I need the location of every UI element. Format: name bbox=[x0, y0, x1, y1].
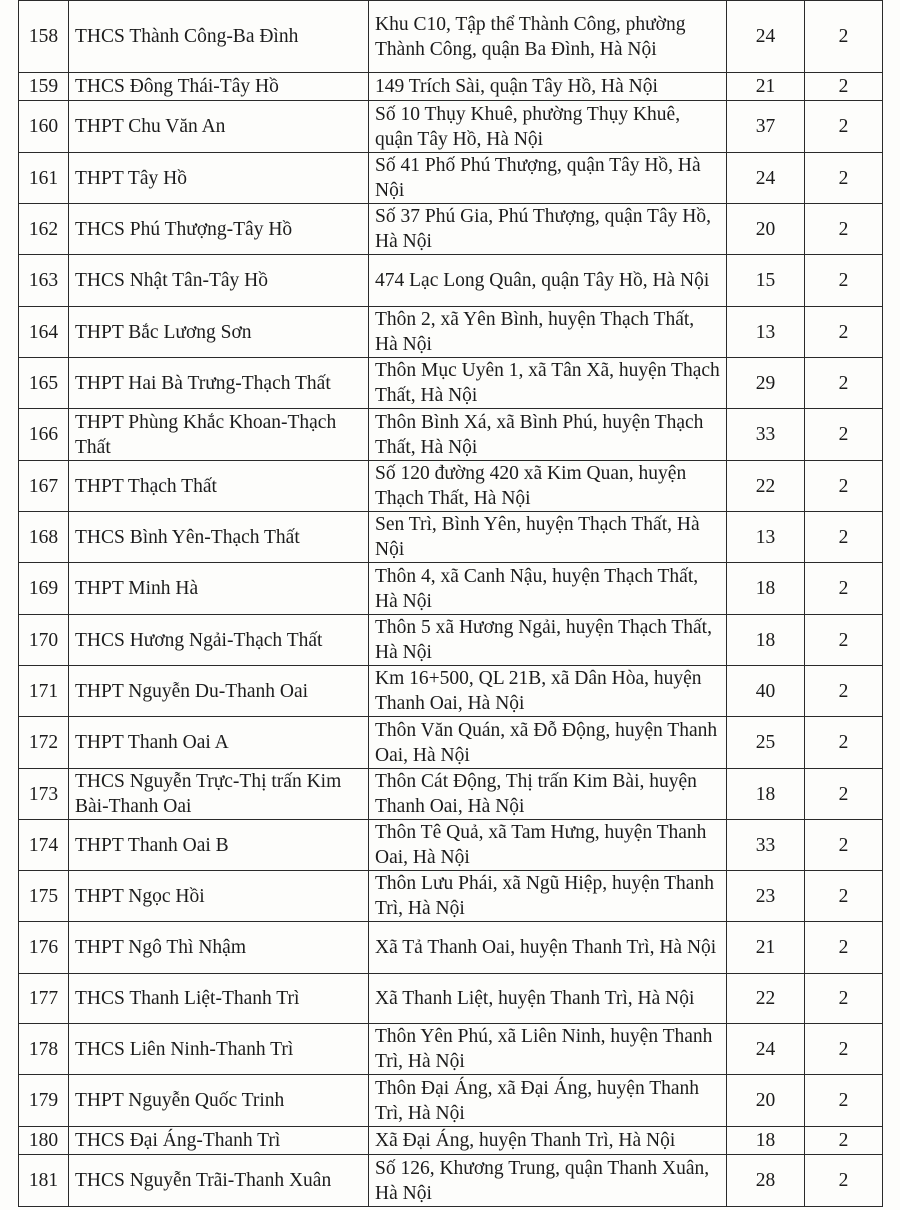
school-address: Số 126, Khương Trung, quận Thanh Xuân, Hà Nội bbox=[369, 1155, 727, 1207]
school-name: THPT Hai Bà Trưng-Thạch Thất bbox=[69, 358, 369, 409]
row-number: 177 bbox=[19, 974, 69, 1024]
row-number: 176 bbox=[19, 922, 69, 974]
row-number: 161 bbox=[19, 153, 69, 204]
school-name: THCS Nguyễn Trực-Thị trấn Kim Bài-Thanh Oai bbox=[69, 769, 369, 820]
table-row bbox=[19, 101, 883, 153]
row-number: 175 bbox=[19, 871, 69, 922]
row-number: 180 bbox=[19, 1127, 69, 1155]
table-row bbox=[19, 1155, 883, 1207]
count-a: 29 bbox=[727, 358, 805, 409]
row-number: 181 bbox=[19, 1155, 69, 1207]
table-row bbox=[19, 1, 883, 73]
school-address: Khu C10, Tập thể Thành Công, phường Thành Công, quận Ba Đình, Hà Nội bbox=[369, 1, 727, 73]
school-name: THCS Nguyễn Trãi-Thanh Xuân bbox=[69, 1155, 369, 1207]
table-row bbox=[19, 1075, 883, 1127]
school-address: Thôn Lưu Phái, xã Ngũ Hiệp, huyện Thanh Trì, Hà Nội bbox=[369, 871, 727, 922]
count-a: 18 bbox=[727, 769, 805, 820]
school-name: THPT Phùng Khắc Khoan-Thạch Thất bbox=[69, 409, 369, 461]
school-address: Xã Đại Áng, huyện Thanh Trì, Hà Nội bbox=[369, 1127, 727, 1155]
school-address: Thôn Đại Áng, xã Đại Áng, huyện Thanh Trì, Hà Nội bbox=[369, 1075, 727, 1127]
row-number: 169 bbox=[19, 563, 69, 615]
table-row bbox=[19, 871, 883, 922]
count-b: 2 bbox=[805, 204, 883, 255]
count-a: 15 bbox=[727, 255, 805, 307]
count-a: 40 bbox=[727, 666, 805, 717]
school-address: Thôn Cát Động, Thị trấn Kim Bài, huyện Thanh Oai, Hà Nội bbox=[369, 769, 727, 820]
table-row bbox=[19, 717, 883, 769]
school-address: Thôn 2, xã Yên Bình, huyện Thạch Thất, Hà Nội bbox=[369, 307, 727, 358]
row-number: 170 bbox=[19, 615, 69, 666]
school-address: 474 Lạc Long Quân, quận Tây Hồ, Hà Nội bbox=[369, 255, 727, 307]
count-b: 2 bbox=[805, 563, 883, 615]
count-a: 24 bbox=[727, 153, 805, 204]
count-b: 2 bbox=[805, 974, 883, 1024]
school-name: THPT Ngọc Hồi bbox=[69, 871, 369, 922]
count-b: 2 bbox=[805, 820, 883, 871]
school-address: Xã Thanh Liệt, huyện Thanh Trì, Hà Nội bbox=[369, 974, 727, 1024]
count-a: 33 bbox=[727, 409, 805, 461]
school-address: Số 37 Phú Gia, Phú Thượng, quận Tây Hồ, Hà Nội bbox=[369, 204, 727, 255]
count-a: 28 bbox=[727, 1155, 805, 1207]
school-name: THPT Thanh Oai B bbox=[69, 820, 369, 871]
count-a: 24 bbox=[727, 1024, 805, 1075]
school-name: THCS Liên Ninh-Thanh Trì bbox=[69, 1024, 369, 1075]
count-a: 22 bbox=[727, 461, 805, 512]
school-name: THPT Nguyễn Quốc Trinh bbox=[69, 1075, 369, 1127]
school-name: THCS Nhật Tân-Tây Hồ bbox=[69, 255, 369, 307]
row-number: 178 bbox=[19, 1024, 69, 1075]
row-number: 173 bbox=[19, 769, 69, 820]
table-row bbox=[19, 153, 883, 204]
school-table bbox=[18, 0, 883, 1207]
count-b: 2 bbox=[805, 255, 883, 307]
table-row bbox=[19, 974, 883, 1024]
school-name: THPT Thanh Oai A bbox=[69, 717, 369, 769]
school-name: THCS Thành Công-Ba Đình bbox=[69, 1, 369, 73]
count-a: 18 bbox=[727, 615, 805, 666]
school-address: Xã Tả Thanh Oai, huyện Thanh Trì, Hà Nội bbox=[369, 922, 727, 974]
school-name: THCS Đông Thái-Tây Hồ bbox=[69, 73, 369, 101]
count-b: 2 bbox=[805, 1075, 883, 1127]
count-b: 2 bbox=[805, 922, 883, 974]
school-address: 149 Trích Sài, quận Tây Hồ, Hà Nội bbox=[369, 73, 727, 101]
row-number: 166 bbox=[19, 409, 69, 461]
row-number: 171 bbox=[19, 666, 69, 717]
table-row bbox=[19, 820, 883, 871]
school-address: Thôn 4, xã Canh Nậu, huyện Thạch Thất, Hà Nội bbox=[369, 563, 727, 615]
row-number: 179 bbox=[19, 1075, 69, 1127]
row-number: 164 bbox=[19, 307, 69, 358]
table-row bbox=[19, 666, 883, 717]
count-a: 13 bbox=[727, 307, 805, 358]
count-b: 2 bbox=[805, 461, 883, 512]
count-b: 2 bbox=[805, 409, 883, 461]
count-b: 2 bbox=[805, 153, 883, 204]
count-b: 2 bbox=[805, 666, 883, 717]
count-a: 13 bbox=[727, 512, 805, 563]
count-b: 2 bbox=[805, 1127, 883, 1155]
school-name: THPT Chu Văn An bbox=[69, 101, 369, 153]
table-row bbox=[19, 512, 883, 563]
school-address: Thôn Mục Uyên 1, xã Tân Xã, huyện Thạch Thất, Hà Nội bbox=[369, 358, 727, 409]
school-name: THCS Đại Áng-Thanh Trì bbox=[69, 1127, 369, 1155]
count-b: 2 bbox=[805, 1155, 883, 1207]
count-b: 2 bbox=[805, 73, 883, 101]
table-row bbox=[19, 307, 883, 358]
count-a: 18 bbox=[727, 563, 805, 615]
row-number: 159 bbox=[19, 73, 69, 101]
table-row bbox=[19, 1127, 883, 1155]
table-row bbox=[19, 461, 883, 512]
count-b: 2 bbox=[805, 769, 883, 820]
school-name: THPT Ngô Thì Nhậm bbox=[69, 922, 369, 974]
count-a: 20 bbox=[727, 1075, 805, 1127]
count-b: 2 bbox=[805, 871, 883, 922]
row-number: 172 bbox=[19, 717, 69, 769]
count-b: 2 bbox=[805, 101, 883, 153]
school-address: Thôn Tê Quả, xã Tam Hưng, huyện Thanh Oai, Hà Nội bbox=[369, 820, 727, 871]
school-name: THCS Hương Ngải-Thạch Thất bbox=[69, 615, 369, 666]
table-row bbox=[19, 769, 883, 820]
count-a: 25 bbox=[727, 717, 805, 769]
count-a: 18 bbox=[727, 1127, 805, 1155]
school-address: Thôn Bình Xá, xã Bình Phú, huyện Thạch Thất, Hà Nội bbox=[369, 409, 727, 461]
table-row bbox=[19, 358, 883, 409]
school-name: THCS Bình Yên-Thạch Thất bbox=[69, 512, 369, 563]
count-a: 33 bbox=[727, 820, 805, 871]
count-b: 2 bbox=[805, 307, 883, 358]
school-address: Thôn Yên Phú, xã Liên Ninh, huyện Thanh Trì, Hà Nội bbox=[369, 1024, 727, 1075]
count-b: 2 bbox=[805, 1, 883, 73]
count-b: 2 bbox=[805, 512, 883, 563]
school-name: THCS Thanh Liệt-Thanh Trì bbox=[69, 974, 369, 1024]
school-address: Số 120 đường 420 xã Kim Quan, huyện Thạch Thất, Hà Nội bbox=[369, 461, 727, 512]
row-number: 158 bbox=[19, 1, 69, 73]
row-number: 167 bbox=[19, 461, 69, 512]
school-address: Thôn 5 xã Hương Ngải, huyện Thạch Thất, Hà Nội bbox=[369, 615, 727, 666]
school-address: Thôn Văn Quán, xã Đỗ Động, huyện Thanh Oai, Hà Nội bbox=[369, 717, 727, 769]
count-a: 24 bbox=[727, 1, 805, 73]
school-name: THPT Bắc Lương Sơn bbox=[69, 307, 369, 358]
table-row bbox=[19, 255, 883, 307]
school-name: THCS Phú Thượng-Tây Hồ bbox=[69, 204, 369, 255]
count-a: 22 bbox=[727, 974, 805, 1024]
row-number: 162 bbox=[19, 204, 69, 255]
school-name: THPT Tây Hồ bbox=[69, 153, 369, 204]
count-b: 2 bbox=[805, 717, 883, 769]
table-row bbox=[19, 563, 883, 615]
count-a: 23 bbox=[727, 871, 805, 922]
school-address: Số 10 Thụy Khuê, phường Thụy Khuê, quận Tây Hồ, Hà Nội bbox=[369, 101, 727, 153]
count-a: 21 bbox=[727, 922, 805, 974]
school-address: Số 41 Phố Phú Thượng, quận Tây Hồ, Hà Nội bbox=[369, 153, 727, 204]
count-a: 21 bbox=[727, 73, 805, 101]
table-body bbox=[19, 1, 883, 1207]
table-row bbox=[19, 409, 883, 461]
count-a: 20 bbox=[727, 204, 805, 255]
count-b: 2 bbox=[805, 358, 883, 409]
table-row bbox=[19, 1024, 883, 1075]
row-number: 163 bbox=[19, 255, 69, 307]
school-name: THPT Nguyễn Du-Thanh Oai bbox=[69, 666, 369, 717]
count-a: 37 bbox=[727, 101, 805, 153]
count-b: 2 bbox=[805, 615, 883, 666]
school-name: THPT Thạch Thất bbox=[69, 461, 369, 512]
count-b: 2 bbox=[805, 1024, 883, 1075]
row-number: 168 bbox=[19, 512, 69, 563]
row-number: 165 bbox=[19, 358, 69, 409]
row-number: 160 bbox=[19, 101, 69, 153]
table-row bbox=[19, 73, 883, 101]
table-row bbox=[19, 922, 883, 974]
table-row bbox=[19, 615, 883, 666]
school-address: Sen Trì, Bình Yên, huyện Thạch Thất, Hà Nội bbox=[369, 512, 727, 563]
table-row bbox=[19, 204, 883, 255]
row-number: 174 bbox=[19, 820, 69, 871]
school-address: Km 16+500, QL 21B, xã Dân Hòa, huyện Thanh Oai, Hà Nội bbox=[369, 666, 727, 717]
school-name: THPT Minh Hà bbox=[69, 563, 369, 615]
